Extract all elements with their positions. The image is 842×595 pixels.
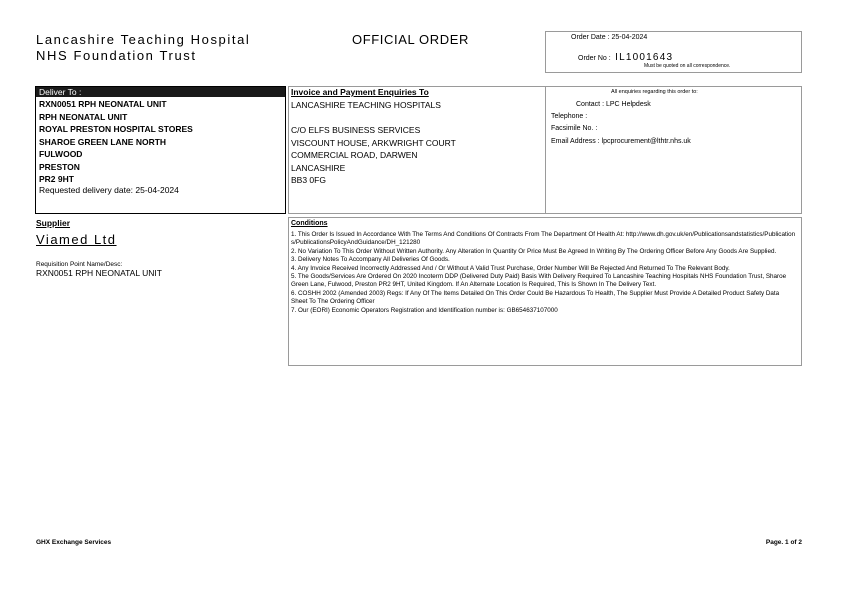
condition-item: 5. The Goods/Services Are Ordered On 2020 Incoterm DDP (Delivered Duty Paid) Basis With Delivery Required To Lancashire Teaching Hospitals NHS Foundation Trust, Sharoe Green Lane, Fulwood, Preston PR2 9HT, United Kingdom. If An Alternate Location Is Required, This Is Shown In The Delivery Text. — [291, 273, 787, 289]
invoice-address-line: VISCOUNT HOUSE, ARKWRIGHT COURT — [291, 137, 456, 148]
requisition-point-value: RXN0051 RPH NEONATAL UNIT — [36, 268, 162, 278]
email-value: lpcprocurement@lthtr.nhs.uk — [601, 138, 691, 145]
condition-item: 6. COSHH 2002 (Amended 2003) Regs: If Any Of The Items Detailed On This Order Could Be Hazardous To Health, The Supplier Must Provide A Detailed Product Safety Data Sheet To The Ordering Officer — [291, 289, 780, 306]
invoice-address-line: C/O ELFS BUSINESS SERVICES — [291, 125, 421, 135]
deliver-to-box — [35, 86, 286, 214]
deliver-address-line: SHAROE GREEN LANE NORTH — [39, 136, 167, 147]
invoice-divider — [545, 87, 546, 213]
order-number-value: IL1001643 — [615, 52, 674, 63]
deliver-address-line: PR2 9HT — [39, 174, 74, 184]
deliver-address-line: PRESTON — [39, 161, 80, 172]
contact-label: Contact : — [576, 101, 605, 108]
footer-page-number: Page. 1 of 2 — [765, 539, 802, 546]
order-date: Order Date : 25-04-2024 — [571, 34, 648, 41]
facsimile-label: Facsimile No. : — [551, 125, 598, 132]
organisation-name-line2: NHS Foundation Trust — [36, 48, 197, 63]
facsimile-row — [551, 125, 597, 132]
invoice-heading: Invoice and Payment Enquiries To — [291, 87, 429, 97]
document-title: OFFICIAL ORDER — [352, 32, 469, 47]
deliver-address-line: FULWOOD — [39, 149, 83, 159]
telephone-row — [551, 113, 587, 120]
organisation-name-line1: Lancashire Teaching Hospital — [36, 32, 251, 47]
enquiries-heading: All enquiries regarding this order to: — [611, 89, 698, 95]
conditions-list — [291, 231, 797, 315]
order-number-label: Order No : — [578, 55, 611, 62]
order-number-note: Must be quoted on all correspondence. — [644, 63, 731, 69]
supplier-heading: Supplier — [36, 218, 71, 228]
telephone-label: Telephone : — [551, 113, 588, 120]
footer-service-name: GHX Exchange Services — [36, 539, 112, 546]
invoice-address-line: LANCASHIRE TEACHING HOSPITALS — [291, 100, 441, 110]
condition-item: 1. This Order Is Issued In Accordance With The Terms And Conditions Of Contracts From The Department Of Health At: http://www.dh.gov.uk/en/Publicationsandstatistics/Publications/PublicationsPolicyAndGuidance/DH_121280 — [291, 231, 796, 247]
requested-delivery-date: Requested delivery date: 25-04-2024 — [39, 185, 179, 195]
invoice-address — [291, 99, 456, 187]
condition-item: 3. Delivery Notes To Accompany All Deliveries Of Goods. — [291, 256, 450, 264]
email-row — [551, 138, 691, 145]
condition-item: 7. Our (EORI) Economic Operators Registration and Identification number is: GB654637107000 — [291, 306, 558, 314]
deliver-address-line: RPH NEONATAL UNIT — [39, 111, 128, 122]
supplier-name: Viamed Ltd — [36, 232, 117, 247]
conditions-box — [288, 217, 802, 366]
deliver-to-heading: Deliver To : — [36, 87, 285, 97]
condition-item: 4. Any Invoice Received Incorrectly Addressed And / Or Without A Valid Trust Purchase, Order Number Will Be Rejected And Returned To The Relevant Body. — [291, 264, 730, 272]
email-label: Email Address : — [551, 138, 600, 145]
condition-item: 2. No Variation To This Order Without Written Authority. Any Alteration In Quantity Or Price Must Be Agreed In Writing By The Ordering Officer Before Any Goods Are Supplied. — [291, 247, 777, 255]
contact-row — [576, 101, 651, 108]
conditions-heading: Conditions — [291, 220, 328, 227]
deliver-address-line: RXN0051 RPH NEONATAL UNIT — [39, 99, 167, 109]
invoice-address-line: COMMERCIAL ROAD, DARWEN — [291, 150, 418, 160]
invoice-address-line: LANCASHIRE — [291, 162, 346, 173]
deliver-address-line: ROYAL PRESTON HOSPITAL STORES — [39, 124, 193, 134]
deliver-address — [39, 98, 193, 186]
invoice-address-spacer — [291, 112, 456, 125]
contact-value: LPC Helpdesk — [605, 101, 651, 108]
requisition-point-label: Requisition Point Name/Desc: — [36, 261, 123, 268]
invoice-enquiries-box — [288, 86, 802, 214]
invoice-address-line: BB3 0FG — [291, 175, 326, 185]
order-info-box — [545, 31, 802, 73]
